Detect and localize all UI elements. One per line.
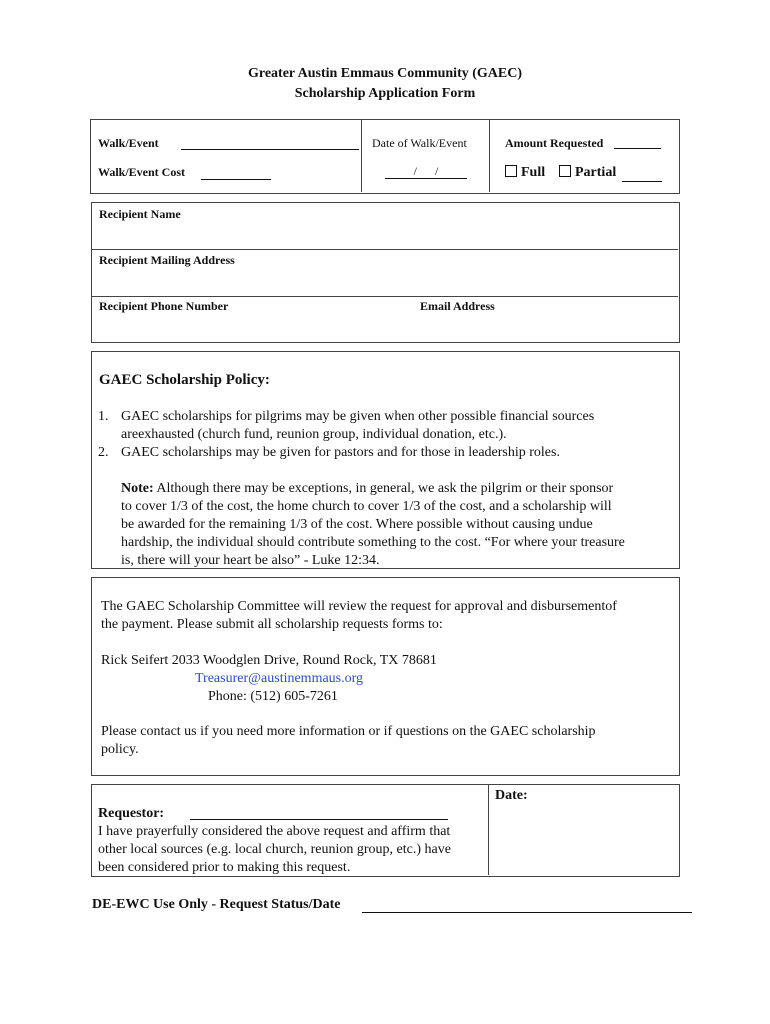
requestor-label: Requestor: — [98, 806, 165, 821]
recipient-phone-field[interactable] — [92, 313, 412, 341]
recipient-address-label: Recipient Mailing Address — [99, 253, 235, 267]
recipient-address-field[interactable] — [92, 266, 678, 296]
requestor-divider — [488, 785, 489, 875]
walk-event-cost-field[interactable] — [201, 179, 271, 180]
note-line-3: be awarded for the remaining 1/3 of the cost. Where possible without causing undue — [121, 517, 593, 532]
recipient-divider-2 — [92, 296, 678, 297]
note-line-1: Although there may be exceptions, in general, we ask the pilgrim or their sponsor — [153, 481, 614, 496]
note-label: Note: — [121, 481, 154, 496]
partial-checkbox[interactable] — [559, 165, 571, 177]
note-line-4: hardship, the individual should contribute something to the cost. “For where your treasure — [121, 535, 625, 550]
treasurer-email-link[interactable]: Treasurer@austinemmaus.org — [195, 671, 364, 686]
recipient-name-field[interactable] — [92, 219, 678, 249]
walk-event-box — [90, 119, 680, 194]
policy-note — [121, 480, 625, 570]
contact-note-line-2: policy. — [101, 742, 139, 757]
requestor-affirmation — [98, 823, 451, 877]
walk-event-cost-label: Walk/Event Cost — [98, 165, 186, 179]
partial-label: Partial — [575, 165, 617, 180]
date-of-walk-field[interactable]: / / — [385, 164, 467, 179]
form-title: Greater Austin Emmaus Community (GAEC) — [247, 66, 523, 81]
affirmation-line-1: I have prayerfully considered the above request and affirm that — [98, 824, 451, 839]
partial-amount-field[interactable] — [622, 181, 662, 182]
affirmation-line-2: other local sources (e.g. local church, reunion group, etc.) have — [98, 842, 451, 857]
walk-event-label: Walk/Event — [98, 136, 159, 150]
recipient-divider-1 — [92, 249, 678, 250]
walk-divider-1 — [361, 120, 362, 192]
office-use-status-label: DE-EWC Use Only - Request Status/Date — [92, 897, 341, 912]
requestor-box — [91, 784, 680, 877]
email-address-field[interactable] — [420, 313, 676, 341]
requestor-signature-field[interactable] — [190, 819, 448, 820]
committee-line-1: The GAEC Scholarship Committee will review the request for approval and disbursementof — [101, 599, 617, 614]
walk-divider-2 — [489, 120, 490, 192]
policy-item-2-number: 2. — [98, 445, 109, 460]
amount-requested-field[interactable] — [614, 148, 661, 149]
recipient-box — [91, 202, 680, 343]
policy-item-1-line1: GAEC scholarships for pilgrims may be given when other possible financial sources — [121, 409, 595, 424]
partial-option[interactable] — [559, 165, 616, 181]
policy-item-1-line2: areexhausted (church fund, reunion group, individual donation, etc.). — [121, 427, 507, 442]
policy-heading: GAEC Scholarship Policy: — [99, 372, 270, 388]
committee-contact-line: Rick Seifert 2033 Woodglen Drive, Round Rock, TX 78681 — [101, 653, 437, 668]
recipient-name-label: Recipient Name — [99, 207, 181, 221]
full-option[interactable] — [505, 165, 545, 181]
date-label: Date: — [495, 788, 528, 803]
contact-note-line-1: Please contact us if you need more information or if questions on the GAEC scholarship — [101, 724, 596, 739]
email-address-label: Email Address — [420, 299, 495, 313]
walk-event-field[interactable] — [181, 149, 359, 150]
affirmation-line-3: been considered prior to making this request. — [98, 860, 351, 875]
committee-contact-note — [101, 723, 596, 759]
policy-item-2-line1: GAEC scholarships may be given for pastors and for those in leadership roles. — [121, 445, 560, 460]
committee-intro — [101, 598, 617, 634]
office-use-status-field[interactable] — [362, 912, 692, 913]
committee-phone: Phone: (512) 605-7261 — [208, 689, 338, 704]
date-of-walk-label: Date of Walk/Event — [372, 136, 467, 150]
full-label: Full — [521, 165, 546, 180]
form-subtitle: Scholarship Application Form — [294, 86, 476, 101]
note-line-2: to cover 1/3 of the cost, the home church to cover 1/3 of the cost, and a scholarship will — [121, 499, 612, 514]
committee-line-2: the payment. Please submit all scholarship requests forms to: — [101, 617, 443, 632]
amount-requested-label: Amount Requested — [505, 136, 604, 150]
policy-item-1-number: 1. — [98, 409, 109, 424]
note-line-5: is, there will your heart be also” - Luke 12:34. — [121, 553, 380, 568]
full-checkbox[interactable] — [505, 165, 517, 177]
recipient-phone-label: Recipient Phone Number — [99, 299, 229, 313]
policy-box — [91, 351, 680, 569]
committee-box — [91, 577, 680, 776]
request-date-field[interactable] — [492, 805, 676, 873]
